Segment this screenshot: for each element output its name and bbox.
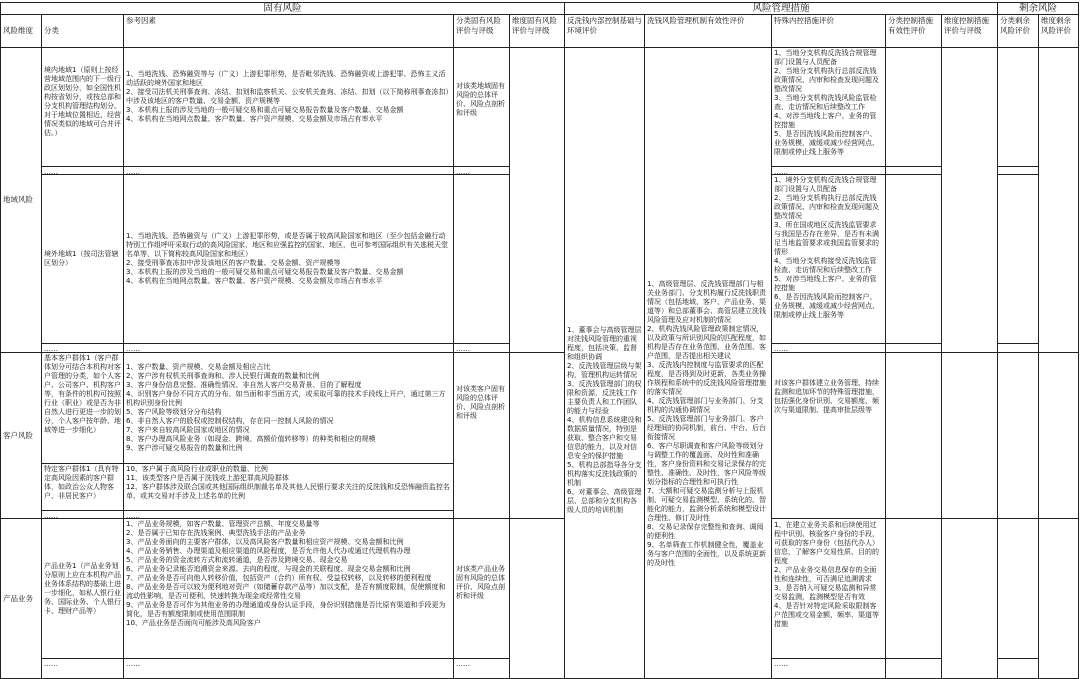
aml-foundation-eval: 1、董事会与高级管理层对洗钱风险管理的重视程度，包括决策、监督和组织协调 2、反洗钱管理层级与架构，管理机构运转情况 3、反洗钱管理部门的权限和资源，反洗钱工作主要负责人和工作团队的能力与经验 4、机构信息系统建设和数据质量情况，特别是获取、整合客户和交易信息的能力，以及对信息安全的保护措施 5、机构总部指导各分支机构落实反洗钱政策的机制 6、对董事会、高级管理层、总部和分支机构各级人员的培训机制 [564,47,645,679]
dim-inherent-eval-customer [509,352,565,519]
dim-inherent-eval-product [509,518,565,679]
reference-basic-customer-group: 1、客户数量、资产规模、交易金额及相应占比 2、客户涉有权机关刑事查询和、涉人民银行调查的数量和比例 3、客户身份信息完整、准确性情况、非自然人客户交易背景、目的了解程度 4、识别客户身份不同方式的分布、如当面和非当面方式，或采取可靠的技术手段线上开户，通过第三方机构识别身份比例 5、客户风险等级划分分布结构 6、非自然人客户的股权或控制权结构，存在同一控制人风险的情况 7、客户来自较高风险国家或地区的情况 8、客户办理高风险业务（如现金、跨境、高额价值转移等）的种类和相应的规模 9、客户涉可疑交易报告的数量和比例 [123,352,454,464]
col-header-control-eval: 分类控制措施有效性评价 [885,14,942,48]
control-eval-product [885,518,942,659]
ellipsis-row-special: …… [771,166,886,175]
special-eval-domestic: 1、当地分支机构反洗钱合规管理部门设置与人员配备 2、当地分支机构执行总部反洗钱政策情况、内审和检查发现问题及整改情况 3、当地分支机构洗钱风险监管检查、走访情况和后续整改工作 4、对涉当地线上客户、业务的管控措施 5、是否因洗钱风险而控制客户、业务规模，减缓或减少经营网点、限制或停止线上服务等 [771,47,886,167]
ellipsis-row-reference: …… [123,343,454,353]
ellipsis-row-special: …… [771,658,886,679]
ellipsis-row-reference: …… [123,510,454,519]
dim-control-eval-customer [941,352,998,519]
dimension-region: 地域风险 [0,47,42,353]
col-header-dim-control-eval: 维度控制措施评价与评级 [941,14,998,48]
control-eval-customer [885,352,942,519]
special-eval-product: 1、在建立业务关系和后续使用过程中识别、核验客户身份的手段，可获取的客户身份（包括代办人）信息，了解客户交易性质、目的的程度 2、产品业务交易信息保存的全面性和连续性，可否满足追溯需求 3、是否纳入可疑交易监测和异常交易监测，监测模型是否有效 4、是否针对特定风险采取限制客户范围或交易金额、频率、渠道等措施 [771,518,886,659]
col-header-residual-dim: 维度剩余风险评价 [1038,14,1079,48]
col-header-inherent-eval: 分类固有风险评价与评级 [453,14,510,48]
reference-overseas-region: 1、当地洗钱、恐怖融资与（广义）上游犯罪形势，或是否属于较高风险国家和地区（至少包括金融行动特别工作组呼吁采取行动的高风险国家、地区和应强监控的国家、地区，也可参考国际组织有关逃税天堂名单等，以下简称较高风险国家和地区） 2、接受刑事查冻扣中涉及该地区的客户数量、交易金额、资产规模等 3、本机构上报的涉及当地的一般可疑交易和重点可疑交易报告数量及客户数量、交易金额 4、本机构在当地网点数量、客户数量、客户资产规模、交易金额及市场占有率水平 [123,174,454,344]
control-eval-overseas [885,174,942,344]
col-header-special-eval: 特殊内控措施评价 [771,14,886,48]
reference-product-business: 1、产品业务规模，如客户数量、管理资产总额、年度交易量等 2、是否属于已知存在洗钱案例、典型洗钱手法的产品业务 3、产品业务面向的主要客户群体，以及高风险客户数量和相应资产规模、交易金额和比例 4、产品业务销售、办理渠道及相应渠道的风险程度，是否允许他人代办或通过代理机构办理 5、产品业务的资金流转方式和流转通道，是否涉及跨境交易、现金交易 6、产品业务记录能否追溯资金来源、去向的程度，与现金的关联程度、现金交易金额和比例 7、产品业务是否可向他人转移价值，包括资产（合约）所有权、受益权转移，以及转移的便利程度 8、产品业务是否可以较为便利地对资产（如储蓄存款产品等）加以支配，是否有额度限制，促使额度和流动性影响，是否可便利、快速转换为现金或经常性交易 9、产品业务是否可作为其他业务的办理通道或身份认证手段，身份识别措施是否比原有渠道和手段更为简化，是否有额度限制或使用范围限制 10、产品业务是否面向可能涉及高风险客户 [123,518,454,659]
category-basic-customer-group: 基本客户群体1（客户群体划分可结合本机构对客户管理的分类，如个人客户、公司客户、机构客户等，有条件的机构可按照行业（职业）或是否为非自然人进行更进一步的划分，个人客户按年龄、地域等进一步细化） [41,352,124,464]
ellipsis-row-category: …… [41,343,124,353]
ellipsis-row-inherent: …… [453,658,510,679]
ellipsis-row-residual [997,658,1039,679]
category-overseas-region: 境外地域1（按司法管辖区划分） [41,174,124,344]
ellipsis-row-inherent: …… [453,166,510,175]
mechanism-effectiveness-eval: 1、高级管理层、反洗钱管理部门与相关业务部门、分支机构履行反洗钱职责情况（包括地域、客户、产品业务、渠道等）和总部董事会、高管层建立洗钱风险管理及应对机制的情况 2、机构洗钱风险管理政策制定情况，以及政策与所识别风险的匹配程度，如机构是否存在业务范围、业务范围、客户范围，是否提出相关建议 3、反洗钱内控制度与监管要求的匹配程度，是否得到及时更新，各类业务操作规程和系统中的反洗钱风险管理措施的落实情况 4、反洗钱管理部门与业务部门、分支机构的沟通协调情况 5、反洗钱管理部门与业务部门、客户经理间的协同机制，前台、中台、后台衔接情况 6、客户尽职调查和客户风险等级划分与调整工作的覆盖面、及时性和准确性，客户身份资料和交易记录保存的完整性、准确性、及时性，客户风险等级划分指标的合理性和可执行性 7、大额和可疑交易监测分析与上报机制、可疑交易监测模型、系统化的、智能化的能力，监测分析系统和模型设计合理性、修订及时性 8、交易记录保存完整性和查询、调阅的便利性 9、名单筛查工作机制健全性，覆盖业务与客户范围的全面性，以及系统更新的及时性 [644,47,772,679]
inherent-eval-customer: 对该类客户固有风险的总体评价、风险点剖析和评级 [453,352,510,519]
ellipsis-row-reference: …… [123,166,454,175]
residual-class-product [997,518,1039,659]
ellipsis-row-category: …… [41,166,124,175]
residual-class-domestic [997,47,1039,167]
col-header-reference: 参考因素 [123,14,454,48]
dim-inherent-eval-region [509,47,565,353]
special-eval-overseas: 1、境外分支机构反洗钱合规管理部门设置与人员配备 2、当地分支机构执行总部反洗钱政策情况、内审和检查发现问题及整改情况 3、所在国或地区反洗钱监管要求与我国是否存在差异，是否有未满足当地监管要求或我国监管要求的情形 4、当地分支机构接受反洗钱监管检查、走访情况和后续整改工作 5、对涉当地线上客户、业务的管控措施 6、是否因洗钱风险而控制客户、业务规模，减缓或减少经营网点、限制或停止线上服务等 [771,174,886,344]
ellipsis-row-inherent: …… [453,343,510,353]
col-header-mechanism-eval: 洗钱风险管理机制有效性评价 [644,14,772,48]
residual-dim-product [1038,518,1079,679]
residual-dim-customer [1038,352,1079,519]
special-eval-customer: 对该客户群体建立业务管理、持续监测和追加环节的特殊管理措施，包括强化身份识别、交易额度、频次与渠道限制、提高审批层级等 [771,352,886,519]
dim-control-eval-product [941,518,998,679]
inherent-eval-domestic: 对该类地域固有风险的总体评价、风险点剖析和评级 [453,47,510,167]
ellipsis-row-reference: …… [123,658,454,679]
reference-special-customer-group: 10、客户属于高风险行业或职业的数量、比例 11、该类型客户是否属于洗钱或上游犯罪高风险群体 12、客户群体涉及联合国或其他国际组织制裁名单及其他人民银行要求关注的反洗钱和反恐怖融资监控名单，或其交易对手涉及上述名单的比例 [123,463,454,511]
dimension-customer: 客户风险 [0,352,42,519]
col-header-dimension: 风险维度 [0,14,42,48]
col-header-dim-inherent-eval: 维度固有风险评价与评级 [509,14,565,48]
residual-class-overseas [997,174,1039,344]
ellipsis-row-special: …… [771,343,886,353]
inherent-eval-overseas [453,174,510,344]
category-product-business: 产品业务1（产品业务划分原则上应在本机构产品业务体系结构的基础上进一步细化，如私人银行业务、国际业务、个人银行卡、理财产品等） [41,518,124,659]
dimension-product: 产品业务 [0,518,42,679]
residual-dim-region [1038,47,1079,353]
category-special-customer-group: 特定客户群体1（具有特定高风险因素的客户群体，如政治公众人物客户、非居民客户） [41,463,124,511]
reference-domestic-region: 1、当地洗钱、恐怖融资等与（广义）上游犯罪形势，是否毗邻洗钱、恐怖融资或上游犯罪、恐怖主义活动活跃的境外国家和地区 2、接受司法机关刑事查询、冻结、扣划和监察机关、公安机关查询、冻结、扣划（以下简称刑事查冻扣）中涉及该地区的客户数量、交易金额、资产规模等 3、本机构上报的涉及当地的一般可疑交易和重点可疑交易报告数量及客户数量、交易金额 4、本机构在当地网点数量、客户数量、客户资产规模、交易金额及市场占有率水平 [123,47,454,167]
col-header-aml-foundation: 反洗钱内部控制基础与环境评价 [564,14,645,48]
ellipsis-row-control [885,658,942,679]
residual-class-customer [997,352,1039,519]
category-domestic-region: 境内地域1（原则上按经营地域范围内的下一级行政区划划分，如全国性机构按省划分，或按总部和分支机构管理结构划分。对于地域位置相近、经营情况类似的地域可合并评估。） [41,47,124,167]
dim-control-eval-region [941,47,998,353]
header-inherent-risk-group: 固有风险 [0,2,565,15]
ellipsis-row-category: …… [41,658,124,679]
col-header-category: 分类 [41,14,124,48]
control-eval-domestic [885,47,942,167]
header-residual-risk-group: 剩余风险 [997,2,1079,15]
inherent-eval-product: 对该类产品业务固有风险的总体评价、风险点剖析和评级 [453,518,510,659]
ellipsis-row-category: …… [41,510,124,519]
header-risk-measures-group: 风险管理措施 [564,2,998,15]
col-header-residual-class: 分类剩余风险评价 [997,14,1039,48]
